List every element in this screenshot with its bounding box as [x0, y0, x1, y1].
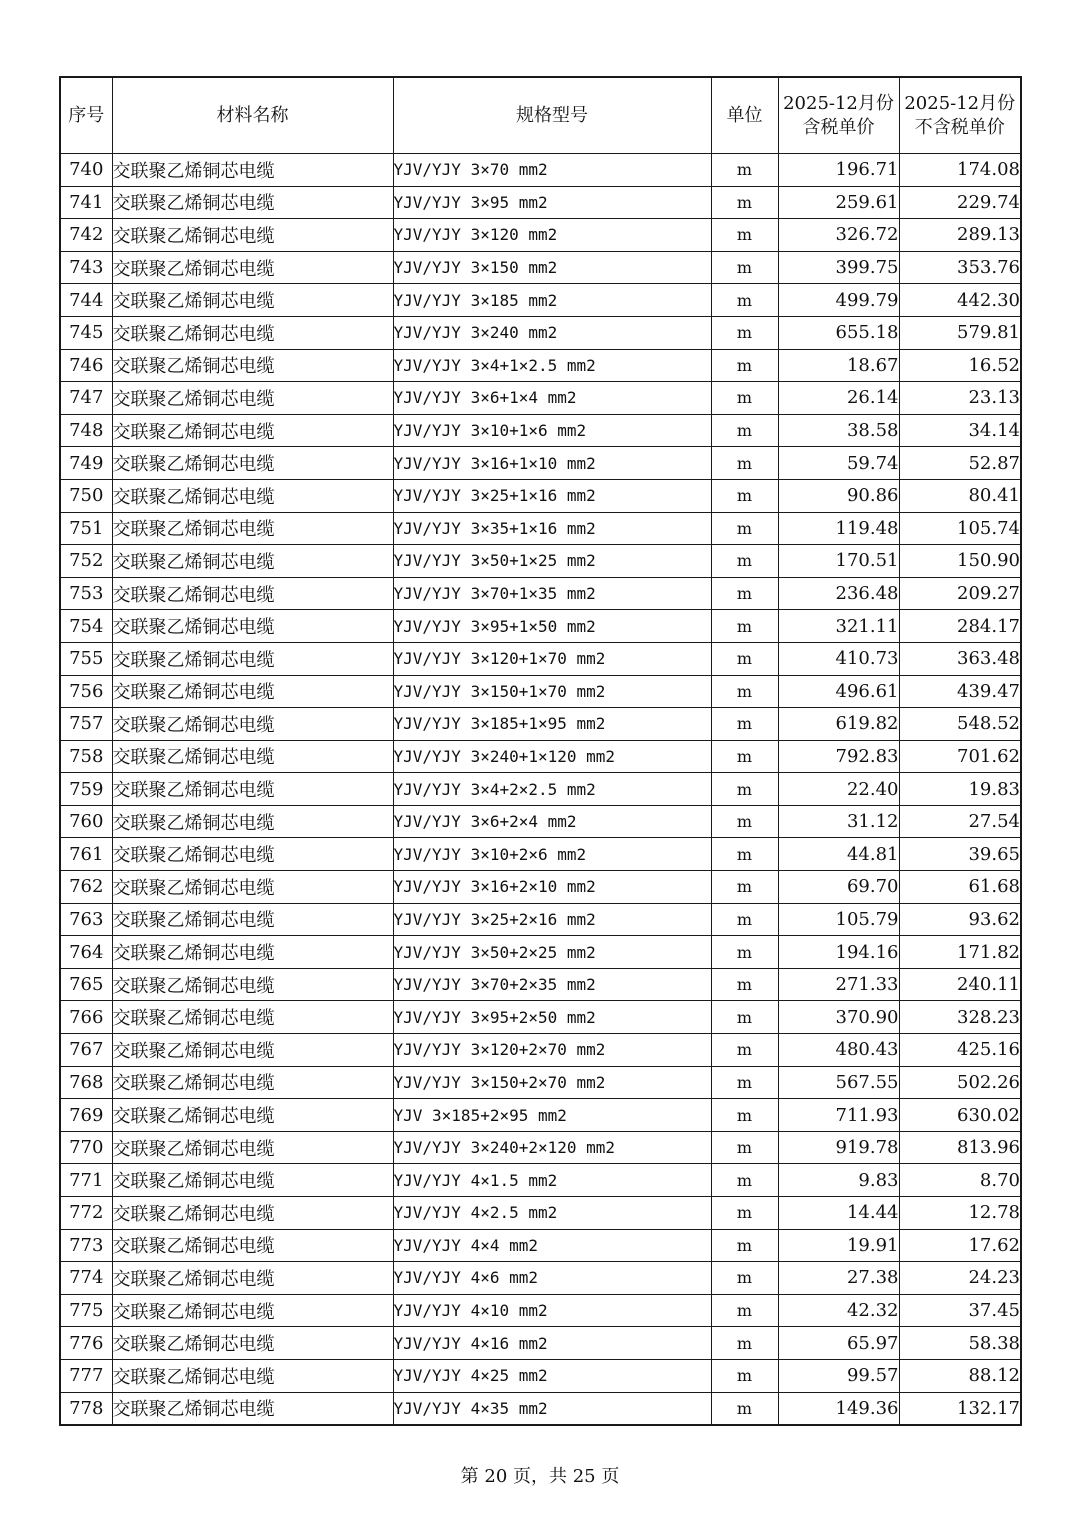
- cell-price-with-tax: 26.14: [778, 382, 899, 415]
- cell-price-without-tax: 39.65: [899, 838, 1021, 871]
- cell-unit: m: [711, 773, 778, 806]
- cell-material-name: 交联聚乙烯铜芯电缆: [112, 1034, 393, 1067]
- cell-unit: m: [711, 1392, 778, 1425]
- header-price-with-tax: [778, 77, 899, 154]
- cell-price-with-tax: 149.36: [778, 1392, 899, 1425]
- cell-price-without-tax: 425.16: [899, 1034, 1021, 1067]
- header-material-name: 材料名称: [112, 77, 393, 154]
- table-row: [60, 1197, 1021, 1230]
- cell-material-name: 交联聚乙烯铜芯电缆: [112, 805, 393, 838]
- cell-material-name: 交联聚乙烯铜芯电缆: [112, 1392, 393, 1425]
- cell-material-name: 交联聚乙烯铜芯电缆: [112, 871, 393, 904]
- cell-price-without-tax: 58.38: [899, 1327, 1021, 1360]
- table-row: [60, 284, 1021, 317]
- cell-material-name: 交联聚乙烯铜芯电缆: [112, 903, 393, 936]
- cell-index: 767: [60, 1034, 112, 1067]
- cell-material-name: 交联聚乙烯铜芯电缆: [112, 610, 393, 643]
- cell-price-with-tax: 499.79: [778, 284, 899, 317]
- cell-price-with-tax: 496.61: [778, 675, 899, 708]
- cell-spec: YJV/YJY 4×25 mm2: [393, 1359, 711, 1392]
- cell-unit: m: [711, 219, 778, 252]
- cell-price-with-tax: 65.97: [778, 1327, 899, 1360]
- cell-material-name: 交联聚乙烯铜芯电缆: [112, 219, 393, 252]
- cell-spec: YJV/YJY 3×6+2×4 mm2: [393, 805, 711, 838]
- cell-spec: YJV/YJY 3×70+2×35 mm2: [393, 968, 711, 1001]
- cell-index: 740: [60, 154, 112, 187]
- cell-spec: YJV/YJY 4×16 mm2: [393, 1327, 711, 1360]
- cell-spec: YJV/YJY 3×240+2×120 mm2: [393, 1131, 711, 1164]
- cell-unit: m: [711, 1294, 778, 1327]
- cell-material-name: 交联聚乙烯铜芯电缆: [112, 1229, 393, 1262]
- cell-price-without-tax: 579.81: [899, 316, 1021, 349]
- table-row: [60, 936, 1021, 969]
- cell-spec: YJV/YJY 3×95+1×50 mm2: [393, 610, 711, 643]
- cell-material-name: 交联聚乙烯铜芯电缆: [112, 512, 393, 545]
- cell-material-name: 交联聚乙烯铜芯电缆: [112, 577, 393, 610]
- cell-spec: YJV/YJY 3×4+1×2.5 mm2: [393, 349, 711, 382]
- cell-index: 772: [60, 1197, 112, 1230]
- cell-price-without-tax: 548.52: [899, 708, 1021, 741]
- cell-unit: m: [711, 675, 778, 708]
- cell-spec: YJV/YJY 3×16+2×10 mm2: [393, 871, 711, 904]
- cell-index: 770: [60, 1131, 112, 1164]
- cell-index: 742: [60, 219, 112, 252]
- cell-price-without-tax: 88.12: [899, 1359, 1021, 1392]
- cell-price-with-tax: 99.57: [778, 1359, 899, 1392]
- cell-price-with-tax: 27.38: [778, 1262, 899, 1295]
- cell-index: 746: [60, 349, 112, 382]
- cell-price-without-tax: 8.70: [899, 1164, 1021, 1197]
- cell-index: 766: [60, 1001, 112, 1034]
- cell-material-name: 交联聚乙烯铜芯电缆: [112, 1001, 393, 1034]
- cell-price-with-tax: 321.11: [778, 610, 899, 643]
- cell-price-without-tax: 289.13: [899, 219, 1021, 252]
- cell-spec: YJV/YJY 3×25+2×16 mm2: [393, 903, 711, 936]
- cell-index: 773: [60, 1229, 112, 1262]
- cell-price-without-tax: 37.45: [899, 1294, 1021, 1327]
- cell-spec: YJV/YJY 3×10+2×6 mm2: [393, 838, 711, 871]
- cell-price-without-tax: 80.41: [899, 479, 1021, 512]
- cell-material-name: 交联聚乙烯铜芯电缆: [112, 1359, 393, 1392]
- cell-spec: YJV/YJY 3×70+1×35 mm2: [393, 577, 711, 610]
- cell-price-without-tax: 209.27: [899, 577, 1021, 610]
- cell-price-without-tax: 17.62: [899, 1229, 1021, 1262]
- cell-material-name: 交联聚乙烯铜芯电缆: [112, 1327, 393, 1360]
- cell-material-name: 交联聚乙烯铜芯电缆: [112, 1099, 393, 1132]
- cell-unit: m: [711, 805, 778, 838]
- cell-price-without-tax: 24.23: [899, 1262, 1021, 1295]
- cell-index: 762: [60, 871, 112, 904]
- cell-price-without-tax: 16.52: [899, 349, 1021, 382]
- cell-spec: YJV/YJY 3×120 mm2: [393, 219, 711, 252]
- cell-spec: YJV/YJY 3×150 mm2: [393, 251, 711, 284]
- cell-material-name: 交联聚乙烯铜芯电缆: [112, 675, 393, 708]
- cell-price-with-tax: 655.18: [778, 316, 899, 349]
- cell-spec: YJV/YJY 3×35+1×16 mm2: [393, 512, 711, 545]
- cell-price-without-tax: 27.54: [899, 805, 1021, 838]
- header-price-without-tax-label: 不含税单价: [914, 116, 1005, 138]
- cell-price-with-tax: 18.67: [778, 349, 899, 382]
- cell-unit: m: [711, 642, 778, 675]
- cell-price-with-tax: 399.75: [778, 251, 899, 284]
- cell-unit: m: [711, 382, 778, 415]
- cell-index: 777: [60, 1359, 112, 1392]
- cell-spec: YJV/YJY 3×10+1×6 mm2: [393, 414, 711, 447]
- cell-spec: YJV/YJY 3×120+2×70 mm2: [393, 1034, 711, 1067]
- table-row: [60, 1294, 1021, 1327]
- cell-price-without-tax: 502.26: [899, 1066, 1021, 1099]
- cell-unit: m: [711, 414, 778, 447]
- cell-unit: m: [711, 186, 778, 219]
- cell-material-name: 交联聚乙烯铜芯电缆: [112, 479, 393, 512]
- cell-spec: YJV/YJY 4×10 mm2: [393, 1294, 711, 1327]
- cell-spec: YJV/YJY 4×4 mm2: [393, 1229, 711, 1262]
- header-price-with-tax-period: 2025-12月份: [783, 92, 894, 114]
- cell-material-name: 交联聚乙烯铜芯电缆: [112, 838, 393, 871]
- cell-price-without-tax: 93.62: [899, 903, 1021, 936]
- table-row: [60, 479, 1021, 512]
- table-row: [60, 1001, 1021, 1034]
- cell-price-with-tax: 90.86: [778, 479, 899, 512]
- cell-index: 769: [60, 1099, 112, 1132]
- cell-spec: YJV/YJY 3×185+1×95 mm2: [393, 708, 711, 741]
- cell-spec: YJV/YJY 4×6 mm2: [393, 1262, 711, 1295]
- cell-price-without-tax: 630.02: [899, 1099, 1021, 1132]
- cell-unit: m: [711, 1262, 778, 1295]
- table-row: [60, 1066, 1021, 1099]
- cell-index: 761: [60, 838, 112, 871]
- cell-unit: m: [711, 1327, 778, 1360]
- cell-spec: YJV/YJY 3×25+1×16 mm2: [393, 479, 711, 512]
- cell-unit: m: [711, 251, 778, 284]
- table-row: [60, 675, 1021, 708]
- cell-material-name: 交联聚乙烯铜芯电缆: [112, 316, 393, 349]
- cell-price-with-tax: 42.32: [778, 1294, 899, 1327]
- cell-index: 743: [60, 251, 112, 284]
- cell-unit: m: [711, 1359, 778, 1392]
- table-row: [60, 1034, 1021, 1067]
- table-row: [60, 610, 1021, 643]
- cell-price-with-tax: 31.12: [778, 805, 899, 838]
- cell-spec: YJV/YJY 3×16+1×10 mm2: [393, 447, 711, 480]
- cell-material-name: 交联聚乙烯铜芯电缆: [112, 414, 393, 447]
- price-table: [59, 76, 1022, 1426]
- cell-price-without-tax: 34.14: [899, 414, 1021, 447]
- cell-index: 756: [60, 675, 112, 708]
- cell-index: 760: [60, 805, 112, 838]
- cell-price-without-tax: 442.30: [899, 284, 1021, 317]
- cell-spec: YJV/YJY 3×4+2×2.5 mm2: [393, 773, 711, 806]
- header-index: 序号: [60, 77, 112, 154]
- cell-unit: m: [711, 447, 778, 480]
- cell-unit: m: [711, 577, 778, 610]
- table-row: [60, 1229, 1021, 1262]
- cell-unit: m: [711, 154, 778, 187]
- cell-price-without-tax: 353.76: [899, 251, 1021, 284]
- cell-unit: m: [711, 1131, 778, 1164]
- cell-unit: m: [711, 1034, 778, 1067]
- cell-spec: YJV/YJY 3×240+1×120 mm2: [393, 740, 711, 773]
- table-row: [60, 871, 1021, 904]
- cell-index: 745: [60, 316, 112, 349]
- table-row: [60, 773, 1021, 806]
- cell-index: 775: [60, 1294, 112, 1327]
- cell-price-with-tax: 370.90: [778, 1001, 899, 1034]
- cell-price-with-tax: 105.79: [778, 903, 899, 936]
- cell-unit: m: [711, 1197, 778, 1230]
- cell-price-with-tax: 69.70: [778, 871, 899, 904]
- cell-material-name: 交联聚乙烯铜芯电缆: [112, 154, 393, 187]
- cell-unit: m: [711, 1164, 778, 1197]
- cell-spec: YJV/YJY 4×1.5 mm2: [393, 1164, 711, 1197]
- cell-unit: m: [711, 1229, 778, 1262]
- cell-material-name: 交联聚乙烯铜芯电缆: [112, 708, 393, 741]
- table-header: [60, 77, 1021, 154]
- table-row: [60, 708, 1021, 741]
- cell-index: 752: [60, 545, 112, 578]
- cell-price-without-tax: 171.82: [899, 936, 1021, 969]
- cell-index: 750: [60, 479, 112, 512]
- table-row: [60, 1327, 1021, 1360]
- table-row: [60, 447, 1021, 480]
- table-row: [60, 838, 1021, 871]
- cell-index: 741: [60, 186, 112, 219]
- cell-unit: m: [711, 316, 778, 349]
- header-price-with-tax-label: 含税单价: [802, 116, 875, 138]
- cell-price-with-tax: 919.78: [778, 1131, 899, 1164]
- cell-index: 759: [60, 773, 112, 806]
- cell-price-with-tax: 196.71: [778, 154, 899, 187]
- cell-index: 765: [60, 968, 112, 1001]
- cell-material-name: 交联聚乙烯铜芯电缆: [112, 349, 393, 382]
- cell-price-with-tax: 9.83: [778, 1164, 899, 1197]
- cell-spec: YJV/YJY 3×6+1×4 mm2: [393, 382, 711, 415]
- cell-material-name: 交联聚乙烯铜芯电缆: [112, 1131, 393, 1164]
- cell-spec: YJV/YJY 3×95+2×50 mm2: [393, 1001, 711, 1034]
- cell-price-with-tax: 119.48: [778, 512, 899, 545]
- cell-index: 771: [60, 1164, 112, 1197]
- cell-price-with-tax: 711.93: [778, 1099, 899, 1132]
- cell-unit: m: [711, 545, 778, 578]
- table-row: [60, 349, 1021, 382]
- cell-price-with-tax: 22.40: [778, 773, 899, 806]
- cell-index: 778: [60, 1392, 112, 1425]
- table-row: [60, 1392, 1021, 1425]
- cell-index: 754: [60, 610, 112, 643]
- cell-material-name: 交联聚乙烯铜芯电缆: [112, 382, 393, 415]
- cell-material-name: 交联聚乙烯铜芯电缆: [112, 1262, 393, 1295]
- cell-unit: m: [711, 1066, 778, 1099]
- cell-price-without-tax: 229.74: [899, 186, 1021, 219]
- cell-unit: m: [711, 871, 778, 904]
- cell-price-with-tax: 271.33: [778, 968, 899, 1001]
- cell-price-without-tax: 284.17: [899, 610, 1021, 643]
- table-row: [60, 1131, 1021, 1164]
- cell-index: 753: [60, 577, 112, 610]
- cell-unit: m: [711, 936, 778, 969]
- table-row: [60, 186, 1021, 219]
- cell-price-with-tax: 480.43: [778, 1034, 899, 1067]
- table-row: [60, 154, 1021, 187]
- cell-material-name: 交联聚乙烯铜芯电缆: [112, 1294, 393, 1327]
- cell-price-with-tax: 170.51: [778, 545, 899, 578]
- cell-unit: m: [711, 349, 778, 382]
- cell-price-without-tax: 132.17: [899, 1392, 1021, 1425]
- cell-price-with-tax: 619.82: [778, 708, 899, 741]
- cell-price-without-tax: 174.08: [899, 154, 1021, 187]
- cell-material-name: 交联聚乙烯铜芯电缆: [112, 284, 393, 317]
- table-row: [60, 805, 1021, 838]
- cell-spec: YJV/YJY 3×70 mm2: [393, 154, 711, 187]
- table-row: [60, 1359, 1021, 1392]
- cell-index: 747: [60, 382, 112, 415]
- cell-spec: YJV/YJY 3×120+1×70 mm2: [393, 642, 711, 675]
- cell-price-without-tax: 150.90: [899, 545, 1021, 578]
- cell-price-with-tax: 792.83: [778, 740, 899, 773]
- cell-material-name: 交联聚乙烯铜芯电缆: [112, 936, 393, 969]
- cell-price-without-tax: 439.47: [899, 675, 1021, 708]
- cell-price-without-tax: 701.62: [899, 740, 1021, 773]
- cell-spec: YJV/YJY 4×35 mm2: [393, 1392, 711, 1425]
- cell-spec: YJV/YJY 3×150+1×70 mm2: [393, 675, 711, 708]
- cell-index: 749: [60, 447, 112, 480]
- cell-spec: YJV/YJY 3×240 mm2: [393, 316, 711, 349]
- table-row: [60, 512, 1021, 545]
- cell-price-with-tax: 38.58: [778, 414, 899, 447]
- cell-material-name: 交联聚乙烯铜芯电缆: [112, 447, 393, 480]
- cell-price-without-tax: 61.68: [899, 871, 1021, 904]
- cell-price-with-tax: 19.91: [778, 1229, 899, 1262]
- cell-index: 758: [60, 740, 112, 773]
- table-row: [60, 968, 1021, 1001]
- cell-price-with-tax: 259.61: [778, 186, 899, 219]
- cell-spec: YJV/YJY 3×95 mm2: [393, 186, 711, 219]
- cell-unit: m: [711, 740, 778, 773]
- cell-price-with-tax: 59.74: [778, 447, 899, 480]
- header-unit: 单位: [711, 77, 778, 154]
- table-row: [60, 740, 1021, 773]
- cell-index: 764: [60, 936, 112, 969]
- cell-index: 763: [60, 903, 112, 936]
- cell-unit: m: [711, 968, 778, 1001]
- cell-price-with-tax: 194.16: [778, 936, 899, 969]
- cell-unit: m: [711, 610, 778, 643]
- table-row: [60, 903, 1021, 936]
- cell-price-with-tax: 14.44: [778, 1197, 899, 1230]
- cell-material-name: 交联聚乙烯铜芯电缆: [112, 642, 393, 675]
- table-row: [60, 545, 1021, 578]
- cell-material-name: 交联聚乙烯铜芯电缆: [112, 740, 393, 773]
- header-price-without-tax-period: 2025-12月份: [904, 92, 1016, 114]
- cell-price-without-tax: 813.96: [899, 1131, 1021, 1164]
- cell-unit: m: [711, 838, 778, 871]
- cell-price-with-tax: 567.55: [778, 1066, 899, 1099]
- cell-price-with-tax: 44.81: [778, 838, 899, 871]
- table-row: [60, 1262, 1021, 1295]
- cell-unit: m: [711, 284, 778, 317]
- cell-unit: m: [711, 903, 778, 936]
- table-row: [60, 219, 1021, 252]
- page-number: 第 20 页，共 25 页: [460, 1466, 620, 1487]
- table-row: [60, 316, 1021, 349]
- table-row: [60, 414, 1021, 447]
- cell-material-name: 交联聚乙烯铜芯电缆: [112, 251, 393, 284]
- cell-index: 776: [60, 1327, 112, 1360]
- cell-spec: YJV/YJY 3×150+2×70 mm2: [393, 1066, 711, 1099]
- header-price-without-tax: [899, 77, 1021, 154]
- cell-material-name: 交联聚乙烯铜芯电缆: [112, 1197, 393, 1230]
- cell-material-name: 交联聚乙烯铜芯电缆: [112, 1164, 393, 1197]
- cell-index: 748: [60, 414, 112, 447]
- cell-unit: m: [711, 512, 778, 545]
- table-row: [60, 251, 1021, 284]
- cell-spec: YJV/YJY 4×2.5 mm2: [393, 1197, 711, 1230]
- cell-unit: m: [711, 708, 778, 741]
- cell-material-name: 交联聚乙烯铜芯电缆: [112, 1066, 393, 1099]
- cell-price-with-tax: 236.48: [778, 577, 899, 610]
- cell-index: 755: [60, 642, 112, 675]
- cell-unit: m: [711, 479, 778, 512]
- cell-unit: m: [711, 1099, 778, 1132]
- cell-price-with-tax: 326.72: [778, 219, 899, 252]
- table-row: [60, 1099, 1021, 1132]
- cell-price-without-tax: 23.13: [899, 382, 1021, 415]
- cell-price-without-tax: 240.11: [899, 968, 1021, 1001]
- cell-price-with-tax: 410.73: [778, 642, 899, 675]
- cell-material-name: 交联聚乙烯铜芯电缆: [112, 545, 393, 578]
- cell-index: 774: [60, 1262, 112, 1295]
- cell-price-without-tax: 328.23: [899, 1001, 1021, 1034]
- cell-unit: m: [711, 1001, 778, 1034]
- table-row: [60, 1164, 1021, 1197]
- cell-price-without-tax: 52.87: [899, 447, 1021, 480]
- cell-index: 751: [60, 512, 112, 545]
- cell-price-without-tax: 105.74: [899, 512, 1021, 545]
- table-row: [60, 382, 1021, 415]
- cell-index: 757: [60, 708, 112, 741]
- cell-index: 744: [60, 284, 112, 317]
- cell-spec: YJV 3×185+2×95 mm2: [393, 1099, 711, 1132]
- cell-spec: YJV/YJY 3×50+1×25 mm2: [393, 545, 711, 578]
- table-row: [60, 642, 1021, 675]
- table-body: [60, 154, 1021, 1426]
- cell-price-without-tax: 12.78: [899, 1197, 1021, 1230]
- cell-material-name: 交联聚乙烯铜芯电缆: [112, 773, 393, 806]
- header-spec: 规格型号: [393, 77, 711, 154]
- cell-material-name: 交联聚乙烯铜芯电缆: [112, 186, 393, 219]
- cell-index: 768: [60, 1066, 112, 1099]
- cell-spec: YJV/YJY 3×185 mm2: [393, 284, 711, 317]
- cell-price-without-tax: 363.48: [899, 642, 1021, 675]
- cell-material-name: 交联聚乙烯铜芯电缆: [112, 968, 393, 1001]
- table-row: [60, 577, 1021, 610]
- cell-spec: YJV/YJY 3×50+2×25 mm2: [393, 936, 711, 969]
- cell-price-without-tax: 19.83: [899, 773, 1021, 806]
